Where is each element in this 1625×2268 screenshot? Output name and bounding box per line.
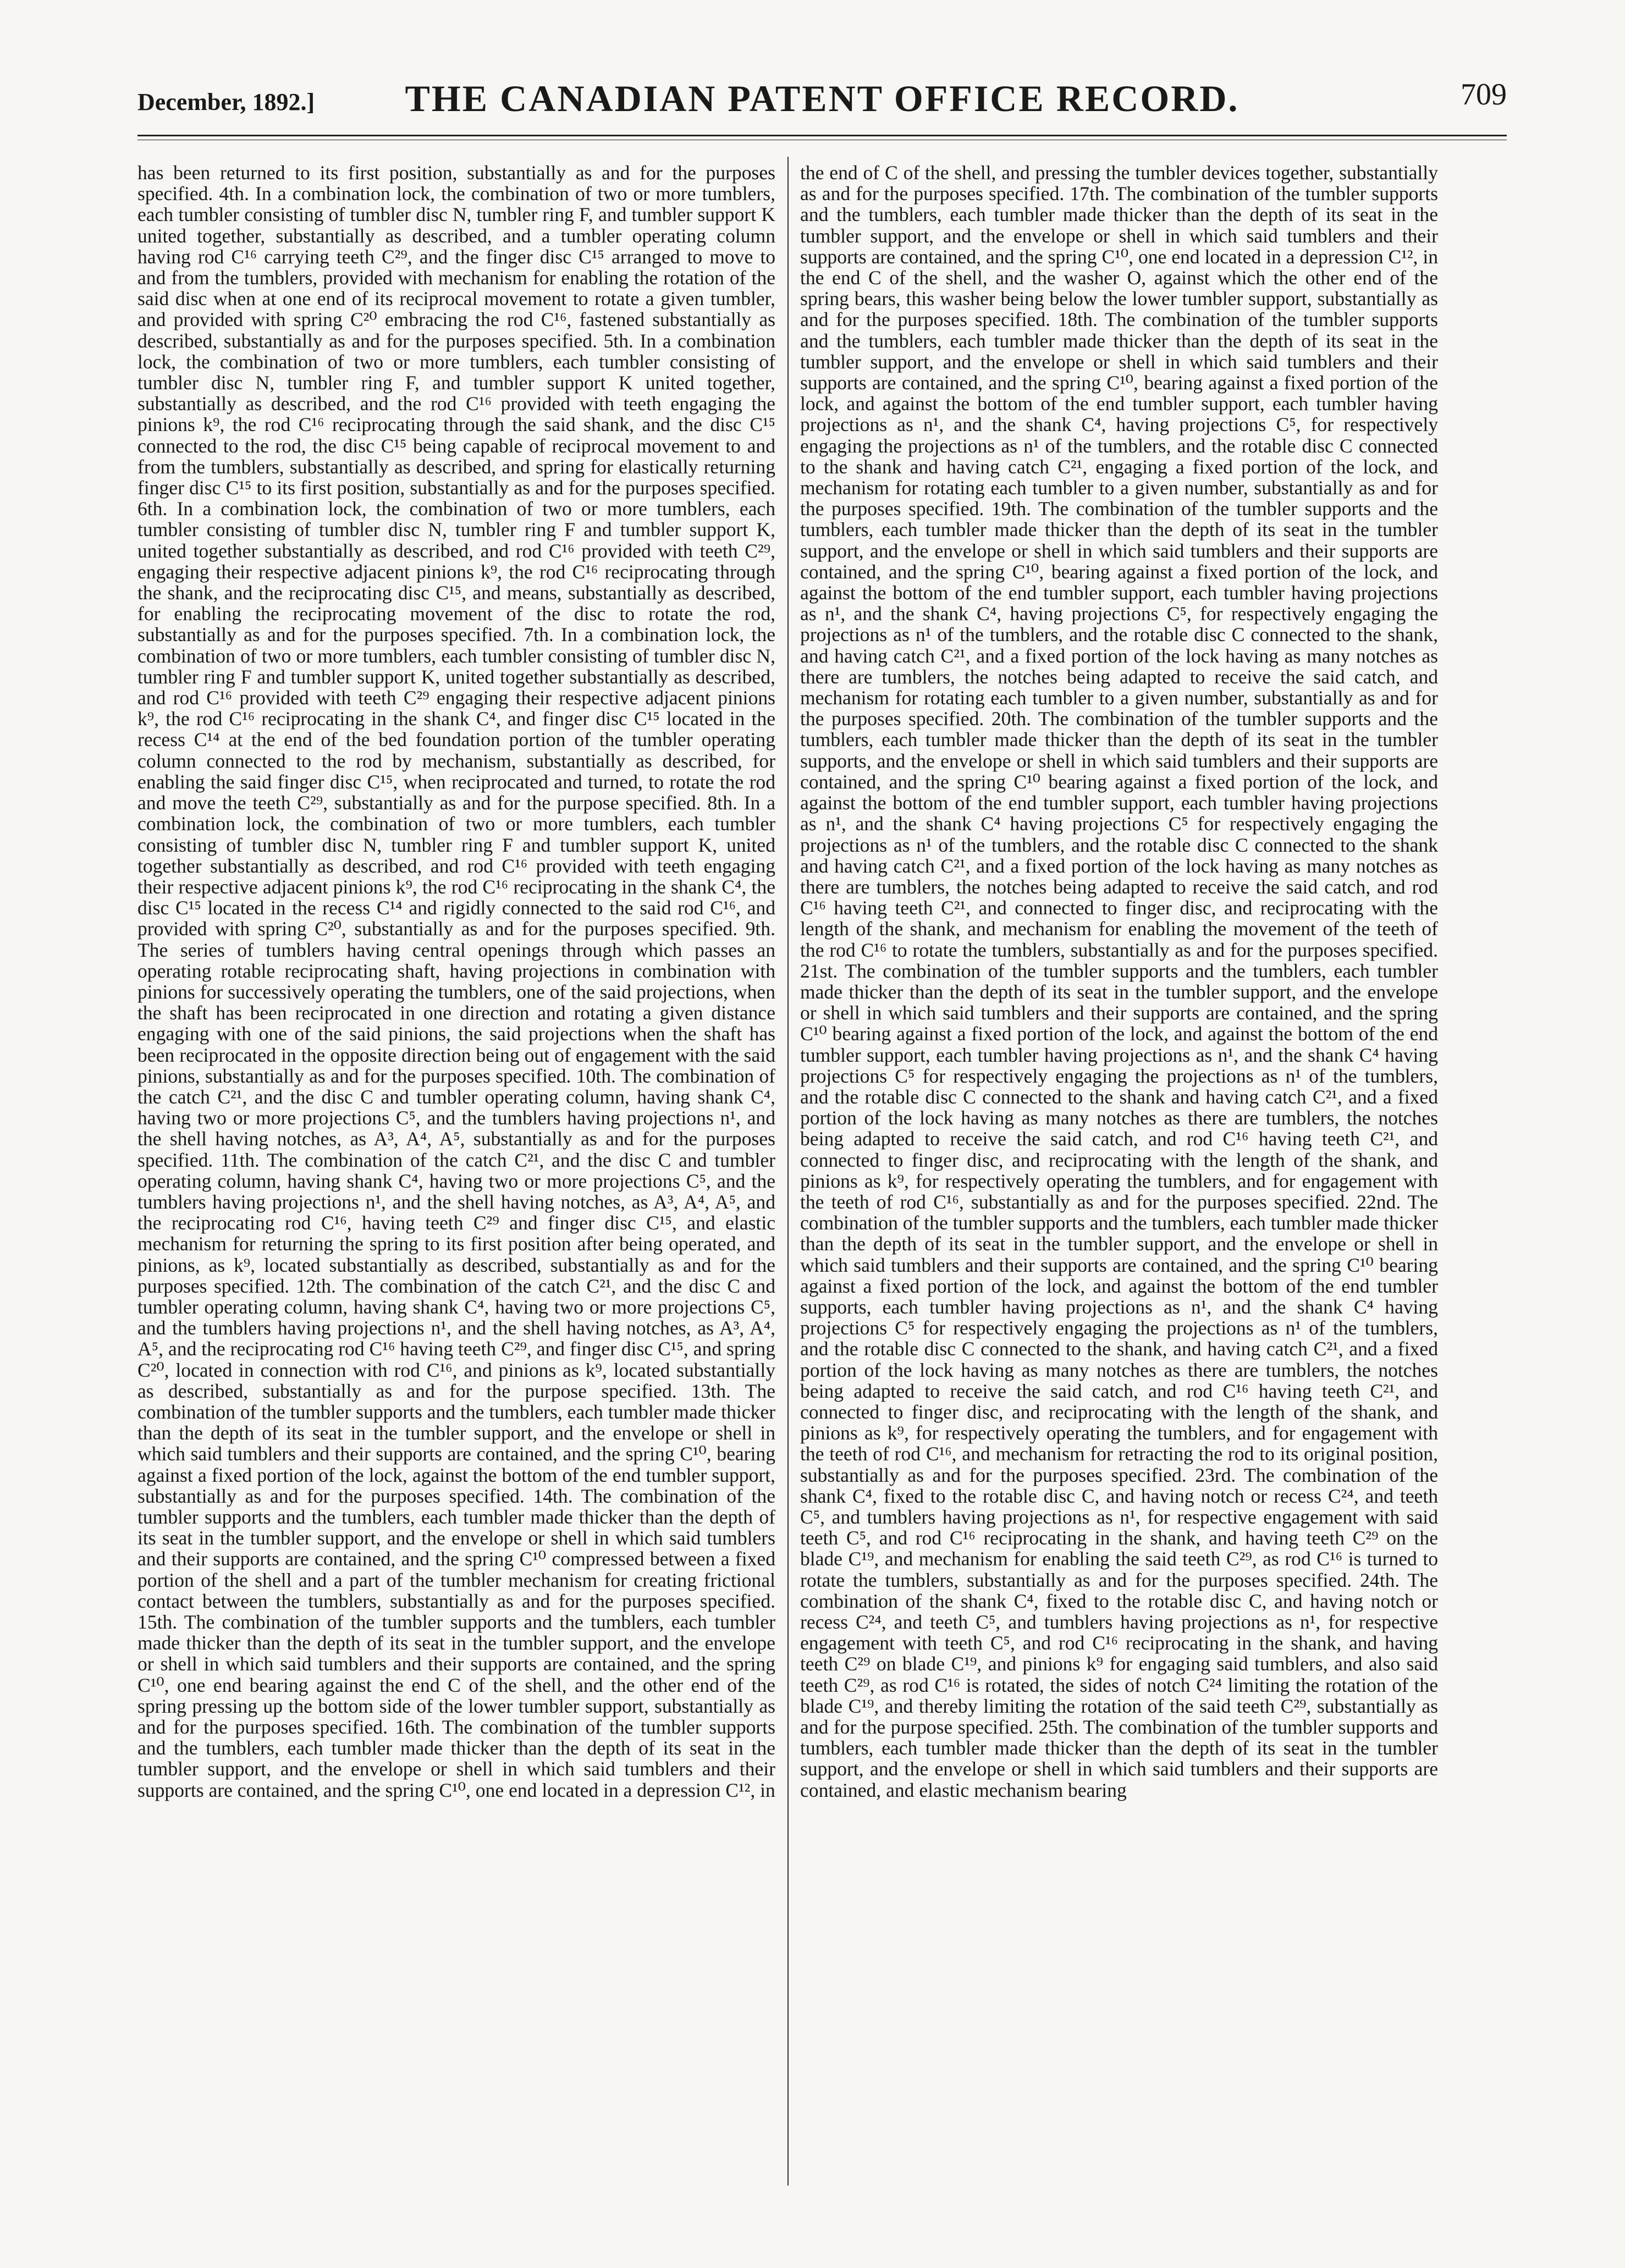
issue-date: December, 1892.]: [137, 89, 315, 115]
right-column-text: the end of C of the shell, and pressing the tumbler devices together, substantially as and for the purposes specified. 17th. The combination of the tumbler supports and the tumblers, each tumbler made thicker than the depth of its seat in the tumbler support, and the envelope or shell in which said tumblers and their supports are contained, and the spring C¹⁰, one end located in a depression C¹², in the end C of the shell, and the washer O, against which the other end of the spring bears, this washer being below the lower tumbler support, substantially as and for the purposes specified. 18th. The combination of the tumbler supports and the tumblers, each tumbler made thicker than the depth of its seat in the tumbler support, and the envelope or shell in which said tumblers and their supports are contained, and the spring C¹⁰, bearing against a fixed portion of the lock, and against the bottom of the end tumbler support, each tumbler having projections as n¹, and the shank C⁴, having projections C⁵, for respectively engaging the projections as n¹ of the tumblers, and the rotable disc C connected to the shank and having catch C²¹, engaging a fixed portion of the lock, and mechanism for rotating each tumbler to a given number, substantially as and for the purposes specified. 19th. The combination of the tumbler supports and the tumblers, each tumbler made thicker than the depth of its seat in the tumbler support, and the envelope or shell in which said tumblers and their supports are contained, and the spring C¹⁰, bearing against a fixed portion of the lock, and against the bottom of the end tumbler support, each tumbler having projections as n¹, and the shank C⁴, having projections C⁵, for respectively engaging the projections as n¹ of the tumblers, and the rotable disc C connected to the shank, and having catch C²¹, and a fixed portion of the lock having as many notches as there are tumblers, the notches being adapted to receive the said catch, and mechanism for rotating each tumbler to a given number, substantially as and for the purposes specified. 20th. The combination of the tumbler supports and the tumblers, each tumbler made thicker than the depth of its seat in the tumbler supports, and the envelope or shell in which said tumblers and their supports are contained, and the spring C¹⁰ bearing against a fixed portion of the lock, and against the bottom of the end tumbler support, each tumbler having projections as n¹, and the shank C⁴ having projections C⁵ for respectively engaging the projections as n¹ of the tumblers, and the rotable disc C connected to the shank and having catch C²¹, and a fixed portion of the lock having as many notches as there are tumblers, the notches being adapted to receive the said catch, and rod C¹⁶ having teeth C²¹, and connected to finger disc, and reciprocating with the length of the shank, and mechanism for enabling the movement of the teeth of the rod C¹⁶ to rotate the tumblers, substantially as and for the purposes specified. 21st. The combination of the tumbler supports and the tumblers, each tumbler made thicker than the depth of its seat in the tumbler support, and the envelope or shell in which said tumblers and their supports are contained, and the spring C¹⁰ bearing against a fixed portion of the lock, and against the bottom of the end tumbler support, each tumbler having projections as n¹, and the shank C⁴ having projections C⁵ for respectively engaging the projections as n¹ of the tumblers, and the rotable disc C connected to the shank and having catch C²¹, and a fixed portion of the lock having as many notches as there are tumblers, the notches being adapted to receive the said catch, and rod C¹⁶ having teeth C²¹, and connected to finger disc, and reciprocating with the length of the shank, and pinions as k⁹, for respectively operating the tumblers, and for engagement with the teeth of rod C¹⁶, substantially as and for the purposes specified. 22nd. The combination of the tumbler supports and the tumblers, each tumbler made thicker than the depth of its seat in the tumbler support, and the envelope or shell in which said tumblers and their supports are contained, and the spring C¹⁰ bearing against a fixed portion of the lock, and against the bottom of the end tumbler supports, each tumbler having projections as n¹, and the shank C⁴ having projections C⁵ for respectively engaging the projections as n¹ of the tumblers, and the rotable disc C connected to the shank, and having catch C²¹, and a fixed portion of the lock having as many notches as there are tumblers, the notches being adapted to receive the said catch, and rod C¹⁶ having teeth C²¹, and connected to finger disc, and reciprocating with the length of the shank, and pinions as k⁹, for respectively operating the tumblers, and for engagement with the teeth of rod C¹⁶, and mechanism for retracting the rod to its original position, substantially as and for the purposes specified. 23rd. The combination of the shank C⁴, fixed to the rotable disc C, and having notch or recess C²⁴, and teeth C⁵, and tumblers having projections as n¹, for respective engagement with said teeth C⁵, and rod C¹⁶ reciprocating in the shank, and having teeth C²⁹ on the blade C¹⁹, and mechanism for enabling the said teeth C²⁹, as rod C¹⁶ is turned to rotate the tumblers, substantially as and for the purposes specified. 24th. The combination of the shank C⁴, fixed to the rotable disc C, and having notch or recess C²⁴, and teeth C⁵, and tumblers having projections as n¹, for respective engagement with teeth C⁵, and rod C¹⁶ reciprocating in the shank, and having teeth C²⁹ on blade C¹⁹, and pinions k⁹ for engaging said tumblers, and also said teeth C²⁹, as rod C¹⁶ is rotated, the sides of notch C²⁴ limiting the rotation of the blade C¹⁹, and thereby limiting the rotation of the said teeth C²⁹, substantially as and for the purpose specified. 25th. The combination of the tumbler supports and tumblers, each tumbler made thicker than the depth of its seat in the tumbler support, and the envelope or shell in which said tumblers and their supports are contained, and elastic mechanism bearing: [800, 162, 1438, 1801]
header-rule: [137, 135, 1507, 136]
page-number: 709: [1461, 78, 1507, 112]
page-header: [137, 60, 1507, 121]
left-column-text: has been returned to its first position, substantially as and for the purposes specified. 4th. In a combination lock, the combination of two or more tumblers, each tumbler consisting of tumbler disc N, tumbler ring F, and tumbler support K united together, substantially as described, and a tumbler operating column having rod C¹⁶ carrying teeth C²⁹, and the finger disc C¹⁵ arranged to move to and from the tumblers, provided with mechanism for enabling the rotation of the said disc when at one end of its reciprocal movement to rotate a given tumbler, and provided with spring C²⁰ embracing the rod C¹⁶, fastened substantially as described, substantially as and for the purposes specified. 5th. In a combination lock, the combination of two or more tumblers, each tumbler consisting of tumbler disc N, tumbler ring F, and tumbler support K united together, substantially as described, and the rod C¹⁶ provided with teeth engaging the pinions k⁹, the rod C¹⁶ reciprocating through the said shank, and the disc C¹⁵ connected to the rod, the disc C¹⁵ being capable of reciprocal movement to and from the tumblers, substantially as described, and spring for elastically returning finger disc C¹⁵ to its first position, substantially as and for the purposes specified. 6th. In a combination lock, the combination of two or more tumblers, each tumbler consisting of tumbler disc N, tumbler ring F and tumbler support K, united together substantially as described, and rod C¹⁶ provided with teeth C²⁹, engaging their respective adjacent pinions k⁹, the rod C¹⁶ reciprocating through the shank, and the reciprocating disc C¹⁵, and means, substantially as described, for enabling the reciprocating movement of the disc to rotate the rod, substantially as and for the purposes specified. 7th. In a combination lock, the combination of two or more tumblers, each tumbler consisting of tumbler disc N, tumbler ring F and tumbler support K, united together substantially as described, and rod C¹⁶ provided with teeth C²⁹ engaging their respective adjacent pinions k⁹, the rod C¹⁶ reciprocating in the shank C⁴, and finger disc C¹⁵ located in the recess C¹⁴ at the end of the bed foundation portion of the tumbler operating column connected to the rod by mechanism, substantially as described, for enabling the said finger disc C¹⁵, when reciprocated and turned, to rotate the rod and move the teeth C²⁹, substantially as and for the purpose specified. 8th. In a combination lock, the combination of two or more tumblers, each tumbler consisting of tumbler disc N, tumbler ring F and tumbler support K, united together substantially as described, and rod C¹⁶ provided with teeth engaging their respective adjacent pinions k⁹, the rod C¹⁶ reciprocating in the shank C⁴, the disc C¹⁵ located in the recess C¹⁴ and rigidly connected to the said rod C¹⁶, and provided with spring C²⁰, substantially as and for the purposes specified. 9th. The series of tumblers having central openings through which passes an operating rotable reciprocating shaft, having projections in combination with pinions for successively operating the tumblers, one of the said projections, when the shaft has been reciprocated in one direction and rotating a given distance engaging with one of the said pinions, the said projections when the shaft has been reciprocated in the opposite direction being out of engagement with the said pinions, substantially as and for the purposes specified. 10th. The combination of the catch C²¹, and the disc C and tumbler operating column, having shank C⁴, having two or more projections C⁵, and the tumblers having projections n¹, and the shell having notches, as A³, A⁴, A⁵, substantially as and for the purposes specified. 11th. The combination of the catch C²¹, and the disc C and tumbler operating column, having shank C⁴, having two or more projections C⁵, and the tumblers having projections n¹, and the shell having notches, as A³, A⁴, A⁵, and the reciprocating rod C¹⁶, having teeth C²⁹ and finger disc C¹⁵, and elastic mechanism for returning the spring to its first position after being operated, and pinions, as k⁹, located substantially as described, substantially as and for the purposes specified. 12th. The combination of the catch C²¹, and the disc C and tumbler operating column, having shank C⁴, having two or more projections C⁵, and the tumblers having projections n¹, and the shell having notches, as A³, A⁴, A⁵, and the reciprocating rod C¹⁶ having teeth C²⁹, and finger disc C¹⁵, and spring C²⁰, located in connection with rod C¹⁶, and pinions as k⁹, located substantially as described, substantially as and for the purpose specified. 13th. The combination of the tumbler supports and the tumblers, each tumbler made thicker than the depth of its seat in the tumbler support, and the envelope or shell in which said tumblers and their supports are contained, and the spring C¹⁰, bearing against a fixed portion of the lock, against the bottom of the end tumbler support, substantially as and for the purposes specified. 14th. The combination of the tumbler supports and the tumblers, each tumbler made thicker than the depth of its seat in the tumbler support, and the envelope or shell in which said tumblers and their supports are contained, and the spring C¹⁰ compressed between a fixed portion of the shell and a part of the tumbler mechanism for creating frictional contact between the tumblers, substantially as and for the purposes specified. 15th. The combination of the tumbler supports and the tumblers, each tumbler made thicker than the depth of its seat in the tumbler support, and the envelope or shell in which said tumblers and their supports are contained, and the spring C¹⁰, one end bearing against the end C of the shell, and the other end of the spring pressing up the bottom side of the lower tumbler support, substantially as and for the purposes specified. 16th. The combination of the tumbler supports and the tumblers, each tumbler made thicker than the depth of its seat in the tumbler support, and the envelope or shell in which said tumblers and their supports are contained, and the spring C¹⁰, one end located in a depression C¹², in: [137, 162, 775, 1801]
publication-title: THE CANADIAN PATENT OFFICE RECORD.: [405, 78, 1240, 119]
right-column: [800, 162, 1438, 2186]
left-column: [137, 162, 775, 2186]
column-divider: [787, 157, 789, 2186]
